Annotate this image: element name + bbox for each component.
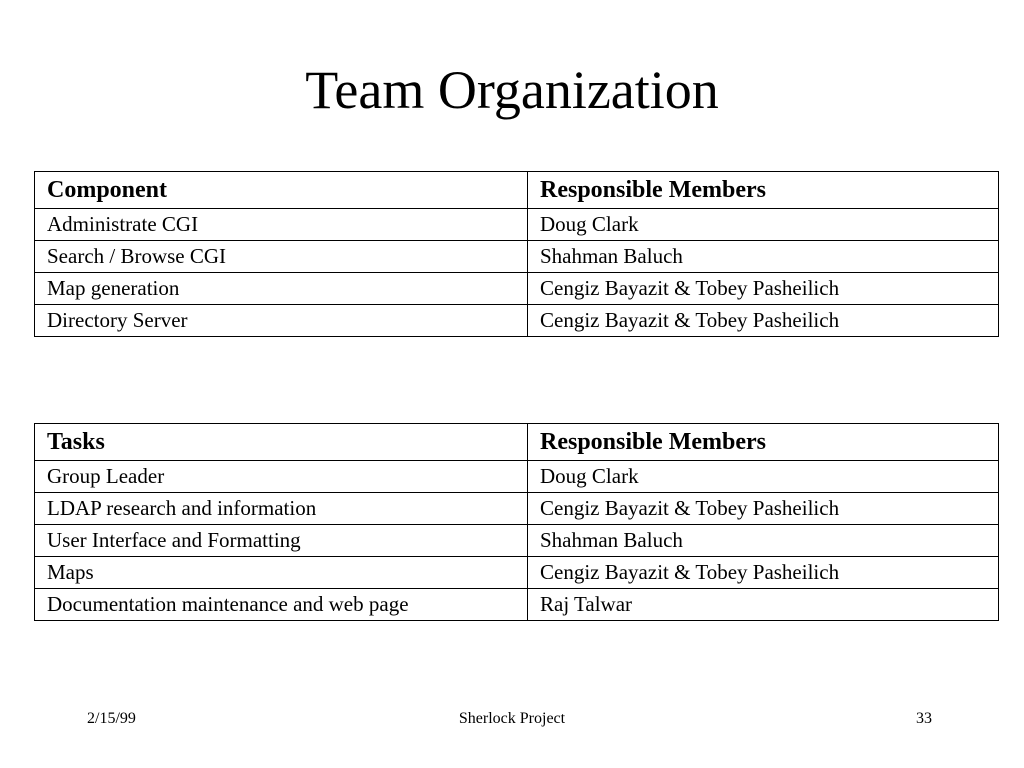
column-header-responsible-members: Responsible Members	[528, 172, 999, 209]
table-row	[35, 273, 999, 305]
members-cell: Raj Talwar	[528, 589, 999, 621]
task-cell: LDAP research and information	[35, 493, 528, 525]
task-cell: User Interface and Formatting	[35, 525, 528, 557]
component-cell: Search / Browse CGI	[35, 241, 528, 273]
members-cell: Shahman Baluch	[528, 241, 999, 273]
table-row	[35, 557, 999, 589]
footer-page-number: 33	[916, 710, 932, 727]
members-cell: Doug Clark	[528, 209, 999, 241]
column-header-tasks: Tasks	[35, 424, 528, 461]
table-row	[35, 493, 999, 525]
table-row	[35, 461, 999, 493]
components-table	[34, 171, 999, 337]
column-header-component: Component	[35, 172, 528, 209]
table-header-row	[35, 172, 999, 209]
task-cell: Group Leader	[35, 461, 528, 493]
table-row	[35, 525, 999, 557]
footer-date: 2/15/99	[87, 710, 136, 727]
task-cell: Documentation maintenance and web page	[35, 589, 528, 621]
slide-title: Team Organization	[305, 60, 719, 120]
column-header-responsible-members: Responsible Members	[528, 424, 999, 461]
footer-project-name: Sherlock Project	[458, 710, 566, 727]
table-header-row	[35, 424, 999, 461]
members-cell: Doug Clark	[528, 461, 999, 493]
members-cell: Cengiz Bayazit & Tobey Pasheilich	[528, 273, 999, 305]
task-cell: Maps	[35, 557, 528, 589]
table-row	[35, 241, 999, 273]
members-cell: Cengiz Bayazit & Tobey Pasheilich	[528, 557, 999, 589]
component-cell: Directory Server	[35, 305, 528, 337]
members-cell: Cengiz Bayazit & Tobey Pasheilich	[528, 305, 999, 337]
component-cell: Administrate CGI	[35, 209, 528, 241]
table-row	[35, 589, 999, 621]
tasks-table	[34, 423, 999, 621]
table-row	[35, 209, 999, 241]
members-cell: Cengiz Bayazit & Tobey Pasheilich	[528, 493, 999, 525]
component-cell: Map generation	[35, 273, 528, 305]
members-cell: Shahman Baluch	[528, 525, 999, 557]
table-row	[35, 305, 999, 337]
